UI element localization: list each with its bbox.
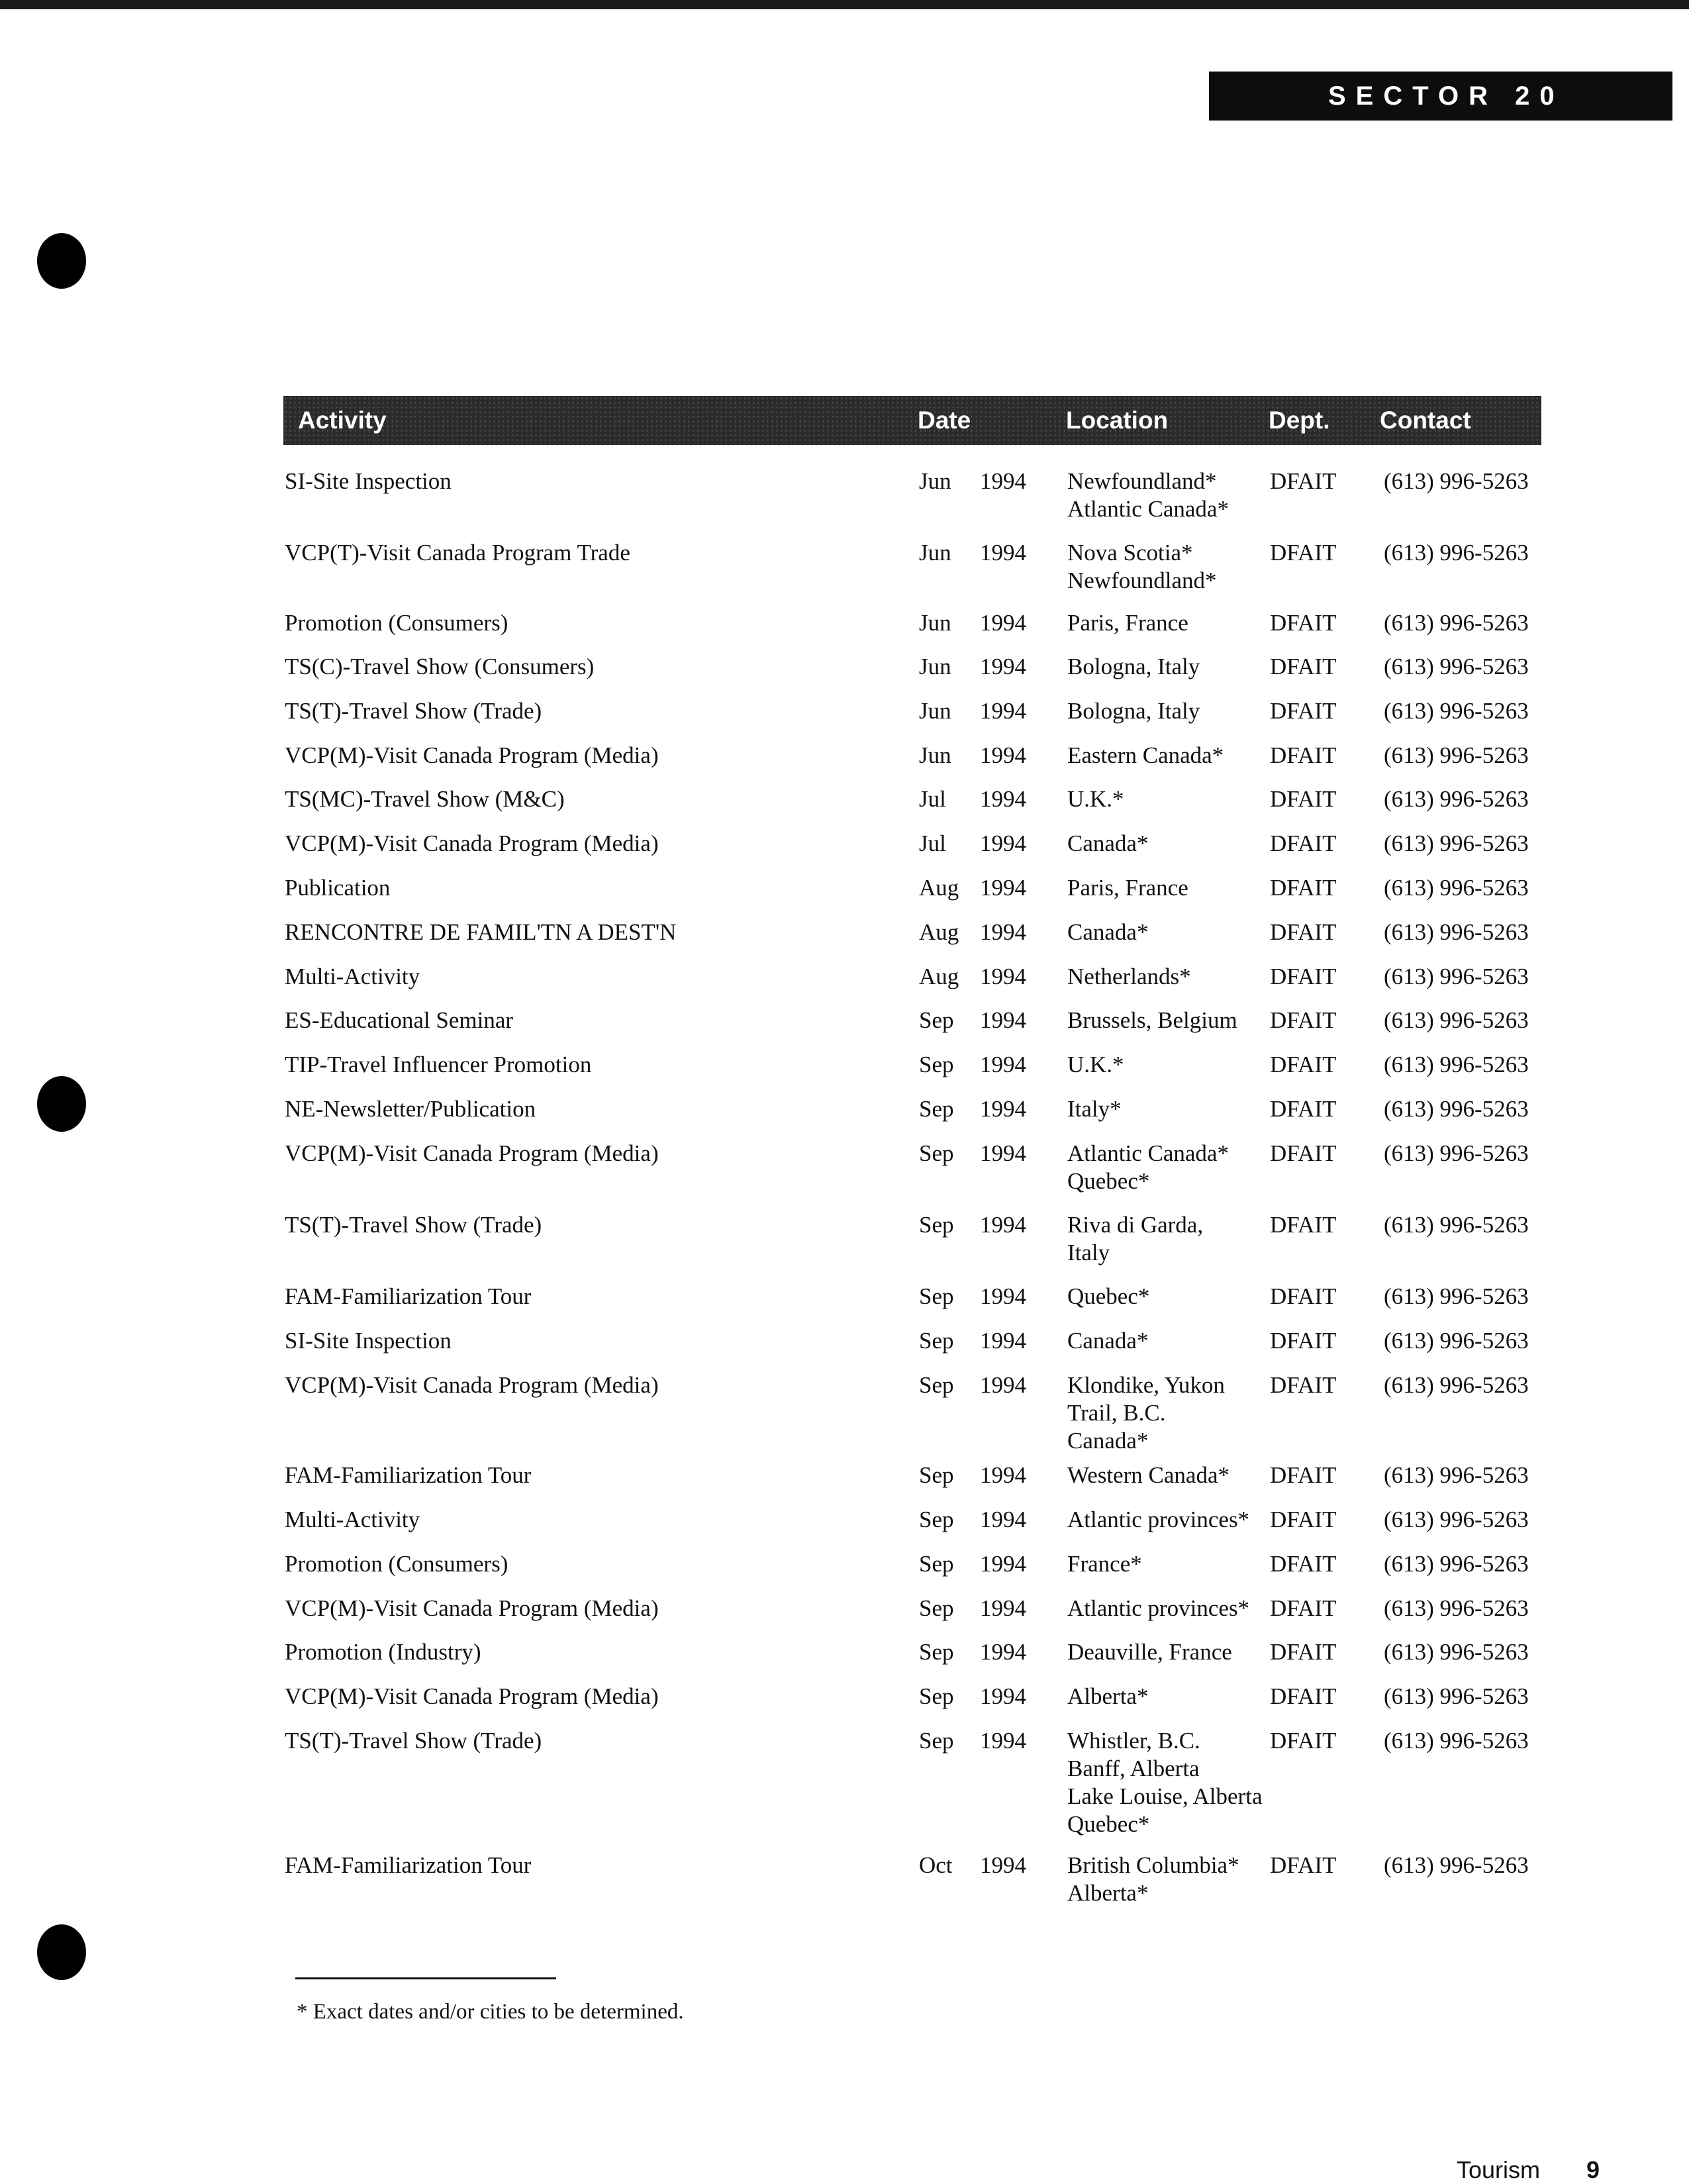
column-header-activity: Activity xyxy=(298,407,387,434)
row-contact: (613) 996-5263 xyxy=(1384,830,1529,856)
row-activity: SI-Site Inspection xyxy=(285,468,452,494)
row-date-year: 1994 xyxy=(980,1462,1026,1488)
column-header-contact: Contact xyxy=(1380,407,1471,434)
row-location: Paris, France xyxy=(1067,875,1188,901)
row-dept: DFAIT xyxy=(1270,698,1337,724)
row-contact: (613) 996-5263 xyxy=(1384,1096,1529,1122)
row-dept: DFAIT xyxy=(1270,468,1337,494)
row-activity: TS(C)-Travel Show (Consumers) xyxy=(285,654,595,679)
row-dept: DFAIT xyxy=(1270,540,1337,566)
row-dept: DFAIT xyxy=(1270,1212,1337,1238)
row-contact: (613) 996-5263 xyxy=(1384,786,1529,812)
row-dept: DFAIT xyxy=(1270,1140,1337,1166)
row-date-year: 1994 xyxy=(980,1007,1026,1033)
row-location: Atlantic Canada* Quebec* xyxy=(1067,1140,1229,1194)
row-dept: DFAIT xyxy=(1270,1007,1337,1033)
row-date-year: 1994 xyxy=(980,1372,1026,1398)
row-date-month: Jun xyxy=(919,654,951,679)
row-date-month: Sep xyxy=(919,1007,954,1033)
row-dept: DFAIT xyxy=(1270,654,1337,679)
row-date-month: Jul xyxy=(919,786,946,812)
row-contact: (613) 996-5263 xyxy=(1384,964,1529,989)
row-location: Quebec* xyxy=(1067,1283,1150,1309)
row-dept: DFAIT xyxy=(1270,1283,1337,1309)
row-location: Netherlands* xyxy=(1067,964,1191,989)
row-location: Nova Scotia* Newfoundland* xyxy=(1067,540,1217,593)
top-edge-rule xyxy=(0,0,1689,9)
row-dept: DFAIT xyxy=(1270,1372,1337,1398)
row-date-year: 1994 xyxy=(980,468,1026,494)
row-date-month: Jun xyxy=(919,610,951,636)
row-dept: DFAIT xyxy=(1270,830,1337,856)
row-dept: DFAIT xyxy=(1270,1462,1337,1488)
row-location: Canada* xyxy=(1067,830,1149,856)
page-number: 9 xyxy=(1586,2156,1600,2183)
row-location: Klondike, Yukon Trail, B.C. Canada* xyxy=(1067,1372,1225,1454)
row-date-month: Jun xyxy=(919,540,951,566)
row-contact: (613) 996-5263 xyxy=(1384,1595,1529,1621)
row-date-year: 1994 xyxy=(980,742,1026,768)
column-header-dept: Dept. xyxy=(1269,407,1330,434)
row-date-month: Sep xyxy=(919,1212,954,1238)
row-date-year: 1994 xyxy=(980,1212,1026,1238)
row-contact: (613) 996-5263 xyxy=(1384,1283,1529,1309)
row-dept: DFAIT xyxy=(1270,1096,1337,1122)
row-contact: (613) 996-5263 xyxy=(1384,610,1529,636)
row-date-month: Sep xyxy=(919,1052,954,1077)
row-location: Brussels, Belgium xyxy=(1067,1007,1237,1033)
row-date-month: Sep xyxy=(919,1507,954,1532)
row-location: Deauville, France xyxy=(1067,1639,1232,1665)
row-contact: (613) 996-5263 xyxy=(1384,468,1529,494)
row-date-month: Aug xyxy=(919,919,959,945)
row-date-month: Oct xyxy=(919,1852,953,1878)
row-activity: TS(T)-Travel Show (Trade) xyxy=(285,1212,542,1238)
row-dept: DFAIT xyxy=(1270,964,1337,989)
row-contact: (613) 996-5263 xyxy=(1384,1052,1529,1077)
row-dept: DFAIT xyxy=(1270,742,1337,768)
row-contact: (613) 996-5263 xyxy=(1384,540,1529,566)
row-contact: (613) 996-5263 xyxy=(1384,1212,1529,1238)
row-date-year: 1994 xyxy=(980,1507,1026,1532)
row-activity: ES-Educational Seminar xyxy=(285,1007,514,1033)
row-contact: (613) 996-5263 xyxy=(1384,742,1529,768)
row-contact: (613) 996-5263 xyxy=(1384,1852,1529,1878)
row-activity: NE-Newsletter/Publication xyxy=(285,1096,536,1122)
row-date-month: Sep xyxy=(919,1283,954,1309)
row-date-year: 1994 xyxy=(980,1728,1026,1754)
row-activity: TS(T)-Travel Show (Trade) xyxy=(285,698,542,724)
row-date-year: 1994 xyxy=(980,698,1026,724)
row-dept: DFAIT xyxy=(1270,1683,1337,1709)
row-dept: DFAIT xyxy=(1270,786,1337,812)
row-contact: (613) 996-5263 xyxy=(1384,654,1529,679)
row-date-year: 1994 xyxy=(980,964,1026,989)
row-location: Italy* xyxy=(1067,1096,1122,1122)
row-date-month: Sep xyxy=(919,1595,954,1621)
row-date-month: Jun xyxy=(919,698,951,724)
row-contact: (613) 996-5263 xyxy=(1384,1683,1529,1709)
row-location: Western Canada* xyxy=(1067,1462,1230,1488)
row-date-year: 1994 xyxy=(980,1096,1026,1122)
row-contact: (613) 996-5263 xyxy=(1384,1328,1529,1354)
row-activity: FAM-Familiarization Tour xyxy=(285,1462,532,1488)
row-date-year: 1994 xyxy=(980,1852,1026,1878)
row-activity: VCP(M)-Visit Canada Program (Media) xyxy=(285,1595,659,1621)
row-activity: TIP-Travel Influencer Promotion xyxy=(285,1052,592,1077)
column-header-location: Location xyxy=(1066,407,1169,434)
row-dept: DFAIT xyxy=(1270,1852,1337,1878)
column-header-date: Date xyxy=(918,407,971,434)
binder-hole xyxy=(37,233,86,289)
row-location: Bologna, Italy xyxy=(1067,654,1200,679)
row-activity: VCP(M)-Visit Canada Program (Media) xyxy=(285,830,659,856)
row-dept: DFAIT xyxy=(1270,1551,1337,1577)
row-date-year: 1994 xyxy=(980,1328,1026,1354)
row-date-year: 1994 xyxy=(980,1683,1026,1709)
row-date-year: 1994 xyxy=(980,1052,1026,1077)
row-contact: (613) 996-5263 xyxy=(1384,1372,1529,1398)
row-dept: DFAIT xyxy=(1270,1507,1337,1532)
row-contact: (613) 996-5263 xyxy=(1384,1462,1529,1488)
row-date-month: Jun xyxy=(919,468,951,494)
row-date-year: 1994 xyxy=(980,1639,1026,1665)
row-location: Alberta* xyxy=(1067,1683,1149,1709)
row-activity: TS(T)-Travel Show (Trade) xyxy=(285,1728,542,1754)
row-activity: VCP(M)-Visit Canada Program (Media) xyxy=(285,1140,659,1166)
row-date-year: 1994 xyxy=(980,1595,1026,1621)
row-location: Atlantic provinces* xyxy=(1067,1507,1250,1532)
row-activity: Multi-Activity xyxy=(285,1507,420,1532)
row-activity: Promotion (Industry) xyxy=(285,1639,481,1665)
row-date-month: Aug xyxy=(919,875,959,901)
row-date-year: 1994 xyxy=(980,654,1026,679)
row-dept: DFAIT xyxy=(1270,1052,1337,1077)
binder-hole xyxy=(37,1076,86,1132)
row-contact: (613) 996-5263 xyxy=(1384,1551,1529,1577)
row-contact: (613) 996-5263 xyxy=(1384,1007,1529,1033)
row-date-month: Sep xyxy=(919,1140,954,1166)
table-header xyxy=(283,396,1541,445)
row-dept: DFAIT xyxy=(1270,875,1337,901)
footnote-rule xyxy=(295,1977,556,1979)
row-contact: (613) 996-5263 xyxy=(1384,875,1529,901)
row-date-year: 1994 xyxy=(980,540,1026,566)
row-location: Whistler, B.C. Banff, Alberta Lake Louise, Alberta Quebec* xyxy=(1067,1728,1263,1837)
row-activity: SI-Site Inspection xyxy=(285,1328,452,1354)
row-date-month: Jun xyxy=(919,742,951,768)
row-date-year: 1994 xyxy=(980,786,1026,812)
row-dept: DFAIT xyxy=(1270,1639,1337,1665)
row-date-month: Jul xyxy=(919,830,946,856)
row-activity: VCP(M)-Visit Canada Program (Media) xyxy=(285,742,659,768)
row-date-year: 1994 xyxy=(980,1283,1026,1309)
footer-section-title: Tourism xyxy=(1457,2156,1541,2183)
row-location: Riva di Garda, Italy xyxy=(1067,1212,1204,1266)
row-activity: VCP(T)-Visit Canada Program Trade xyxy=(285,540,630,566)
row-date-month: Sep xyxy=(919,1096,954,1122)
row-dept: DFAIT xyxy=(1270,1328,1337,1354)
row-date-year: 1994 xyxy=(980,1140,1026,1166)
row-location: Canada* xyxy=(1067,1328,1149,1354)
row-activity: Promotion (Consumers) xyxy=(285,610,508,636)
row-date-month: Aug xyxy=(919,964,959,989)
row-date-year: 1994 xyxy=(980,875,1026,901)
row-activity: FAM-Familiarization Tour xyxy=(285,1283,532,1309)
row-date-month: Sep xyxy=(919,1728,954,1754)
row-contact: (613) 996-5263 xyxy=(1384,1140,1529,1166)
row-dept: DFAIT xyxy=(1270,919,1337,945)
row-dept: DFAIT xyxy=(1270,610,1337,636)
row-contact: (613) 996-5263 xyxy=(1384,698,1529,724)
row-contact: (613) 996-5263 xyxy=(1384,1507,1529,1532)
row-contact: (613) 996-5263 xyxy=(1384,1639,1529,1665)
row-dept: DFAIT xyxy=(1270,1595,1337,1621)
row-date-month: Sep xyxy=(919,1328,954,1354)
row-date-month: Sep xyxy=(919,1462,954,1488)
row-activity: Publication xyxy=(285,875,391,901)
sector-label: SECTOR 20 xyxy=(1209,72,1672,121)
footnote: * Exact dates and/or cities to be determined. xyxy=(297,2000,684,2024)
row-contact: (613) 996-5263 xyxy=(1384,1728,1529,1754)
row-contact: (613) 996-5263 xyxy=(1384,919,1529,945)
row-location: Atlantic provinces* xyxy=(1067,1595,1250,1621)
row-activity: VCP(M)-Visit Canada Program (Media) xyxy=(285,1683,659,1709)
row-activity: Promotion (Consumers) xyxy=(285,1551,508,1577)
row-activity: Multi-Activity xyxy=(285,964,420,989)
row-location: U.K.* xyxy=(1067,1052,1124,1077)
row-activity: VCP(M)-Visit Canada Program (Media) xyxy=(285,1372,659,1398)
row-date-year: 1994 xyxy=(980,830,1026,856)
row-date-year: 1994 xyxy=(980,1551,1026,1577)
row-date-month: Sep xyxy=(919,1372,954,1398)
row-date-month: Sep xyxy=(919,1683,954,1709)
row-activity: RENCONTRE DE FAMIL'TN A DEST'N xyxy=(285,919,677,945)
row-location: Newfoundland* Atlantic Canada* xyxy=(1067,468,1229,522)
row-date-month: Sep xyxy=(919,1551,954,1577)
row-activity: TS(MC)-Travel Show (M&C) xyxy=(285,786,565,812)
row-location: Eastern Canada* xyxy=(1067,742,1224,768)
row-dept: DFAIT xyxy=(1270,1728,1337,1754)
row-date-month: Sep xyxy=(919,1639,954,1665)
row-date-year: 1994 xyxy=(980,610,1026,636)
row-location: France* xyxy=(1067,1551,1142,1577)
row-location: British Columbia* Alberta* xyxy=(1067,1852,1239,1906)
binder-hole xyxy=(37,1924,86,1980)
row-activity: FAM-Familiarization Tour xyxy=(285,1852,532,1878)
row-location: Paris, France xyxy=(1067,610,1188,636)
row-location: Bologna, Italy xyxy=(1067,698,1200,724)
row-location: Canada* xyxy=(1067,919,1149,945)
row-location: U.K.* xyxy=(1067,786,1124,812)
row-date-year: 1994 xyxy=(980,919,1026,945)
